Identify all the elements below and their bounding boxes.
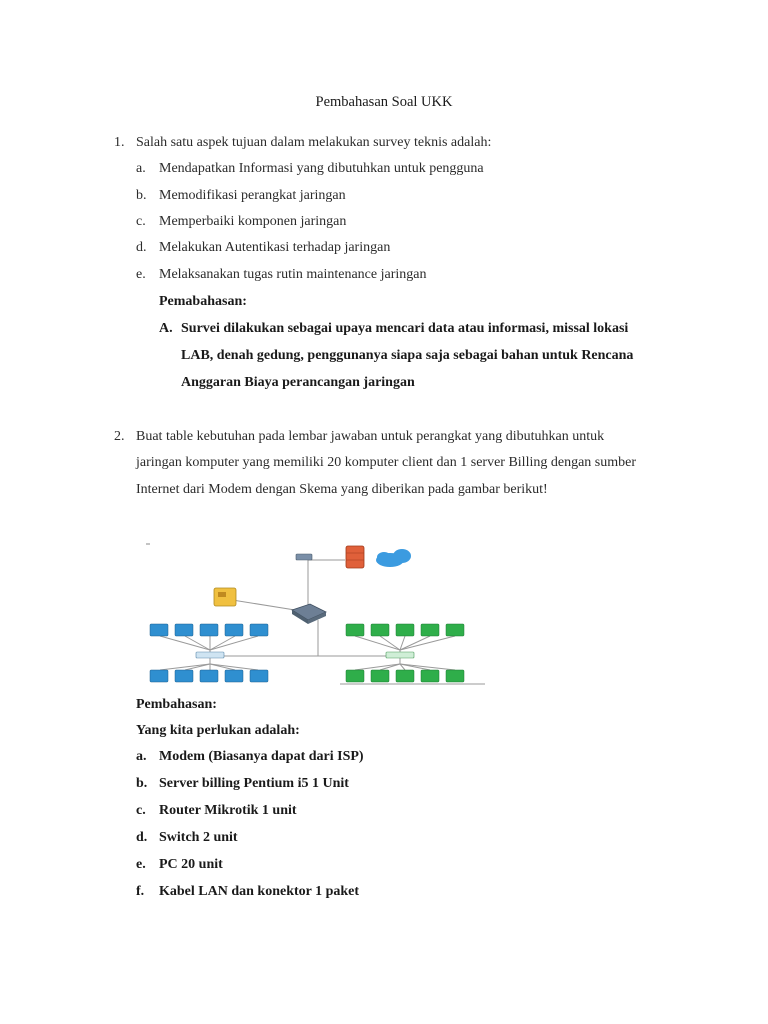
question-1-number: 1. — [114, 135, 125, 150]
pc-icon — [150, 670, 168, 682]
pc-icon — [250, 624, 268, 636]
answer-line: Anggaran Biaya perancangan jaringan — [181, 375, 415, 390]
option-letter: c. — [136, 214, 146, 229]
page-title: Pembahasan Soal UKK — [315, 94, 453, 110]
option-letter: e. — [136, 267, 146, 282]
option-letter: b. — [136, 188, 147, 203]
router-icon — [292, 604, 326, 624]
item-text: Router Mikrotik 1 unit — [159, 803, 297, 818]
pc-icon — [446, 670, 464, 682]
item-text: Switch 2 unit — [159, 830, 238, 845]
item-text: Kabel LAN dan konektor 1 paket — [159, 884, 360, 899]
internet-cloud-icon — [376, 549, 411, 567]
billing-server-icon — [214, 588, 236, 606]
question-1-text: Salah satu aspek tujuan dalam melakukan survey teknis adalah: — [136, 135, 492, 150]
pc-icon — [346, 670, 364, 682]
discussion-label-2: Pembahasan: — [136, 697, 217, 712]
item-text: PC 20 unit — [159, 857, 223, 872]
option-text: Melakukan Autentikasi terhadap jaringan — [159, 240, 391, 255]
question-2-line: Buat table kebutuhan pada lembar jawaban untuk perangkat yang dibutuhkan untuk — [136, 429, 605, 444]
pc-icon — [250, 670, 268, 682]
modem-icon — [296, 554, 312, 560]
item-text: Modem (Biasanya dapat dari ISP) — [159, 749, 364, 764]
question-2-line: Internet dari Modem dengan Skema yang diberikan pada gambar berikut! — [136, 482, 548, 497]
pc-icon — [346, 624, 364, 636]
switch-icon — [386, 652, 414, 658]
pc-icon — [421, 624, 439, 636]
pc-icon — [371, 670, 389, 682]
answer-line: Survei dilakukan sebagai upaya mencari data atau informasi, missal lokasi — [181, 321, 629, 336]
item-letter: a. — [136, 749, 147, 764]
option-text: Mendapatkan Informasi yang dibutuhkan untuk pengguna — [159, 161, 484, 176]
network-cables — [160, 560, 485, 684]
network-diagram — [140, 538, 490, 688]
pc-icon — [396, 624, 414, 636]
pc-icon — [225, 624, 243, 636]
switch-icon — [196, 652, 224, 658]
pc-icon — [200, 624, 218, 636]
item-letter: b. — [136, 776, 148, 791]
firewall-icon — [346, 546, 364, 568]
item-letter: c. — [136, 803, 146, 818]
option-text: Melaksanakan tugas rutin maintenance jaringan — [159, 267, 427, 282]
answer-line: LAB, denah gedung, penggunanya siapa saja sebagai bahan untuk Rencana — [181, 348, 634, 363]
discussion-label: Pemabahasan: — [159, 294, 247, 309]
pc-icon — [200, 670, 218, 682]
pc-icon — [175, 624, 193, 636]
option-text: Memperbaiki komponen jaringan — [159, 214, 347, 229]
option-letter: a. — [136, 161, 146, 176]
item-letter: e. — [136, 857, 146, 872]
pc-icon — [371, 624, 389, 636]
answer-letter: A. — [159, 321, 173, 336]
option-letter: d. — [136, 240, 147, 255]
question-2-number: 2. — [114, 429, 125, 444]
pc-icon — [396, 670, 414, 682]
pc-icon — [150, 624, 168, 636]
item-letter: f. — [136, 884, 145, 899]
needs-label: Yang kita perlukan adalah: — [136, 723, 300, 738]
question-2-line: jaringan komputer yang memiliki 20 komputer client dan 1 server Billing dengan sumber — [136, 455, 636, 470]
item-text: Server billing Pentium i5 1 Unit — [159, 776, 349, 791]
pc-icon — [225, 670, 243, 682]
pc-icon — [175, 670, 193, 682]
option-text: Memodifikasi perangkat jaringan — [159, 188, 346, 203]
item-letter: d. — [136, 830, 148, 845]
pc-icon — [421, 670, 439, 682]
pc-icon — [446, 624, 464, 636]
